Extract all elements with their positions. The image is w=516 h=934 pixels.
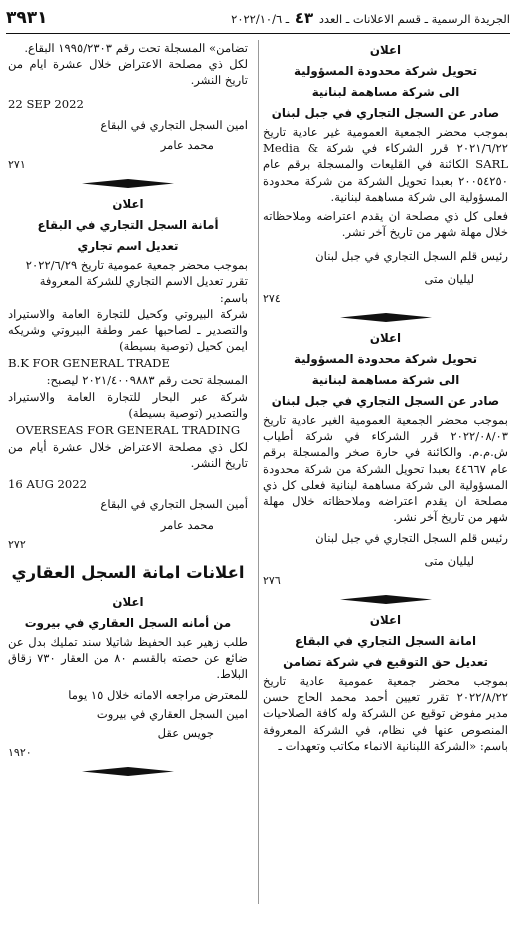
notice-body-2: للمعترض مراجعه الامانه خلال ١٥ يوما xyxy=(68,687,248,702)
header-text xyxy=(231,9,510,27)
english-name-old: B.K FOR GENERAL TRADE xyxy=(8,356,170,371)
separator-icon xyxy=(82,767,174,776)
notice-subtitle: الى شركة مساهمة لبنانية xyxy=(311,85,460,99)
signature-title: امين السجل العقاري في بيروت xyxy=(96,706,248,721)
notice-number: ٢٧٤ xyxy=(263,291,281,305)
signature-name: محمد عامر xyxy=(160,517,214,532)
notice-title: من أمانه السجل العقاري في بيروت xyxy=(24,616,232,631)
page-header xyxy=(6,6,510,30)
notice-para-5: شركة عبر البحار للتجارة العامة والاستيراد والتصدير (توصية بسيطة) xyxy=(8,389,248,420)
notice-issuer: صادر عن السجل التجاري في جبل لبنان xyxy=(271,106,500,120)
notice-number: ١٩٢٠ xyxy=(8,746,32,760)
notice-para-3: شركة البيروتي وكحيل للتجارة العامة والاستيراد والتصدير ـ لصاحبها عمر وطفة البيروتي وشريكه ايمن كحيل (توصية بسيطة) xyxy=(8,306,248,354)
english-name-new: OVERSEAS FOR GENERAL TRADING xyxy=(15,423,241,438)
notice-label: اعلان xyxy=(369,43,402,57)
notice-body: بموجب محضر الجمعية العمومية الغير عادية تاريخ ٢٠٢٢/٠٨/٠٣ قرر الشركاء في شركة أطياب ش.م.م. والكائنة في حارة صخر والمسجلة برقم عام ٤٤٦٦٧ بعبدا تحويل الشركة من شركة محدودة المسؤولية الى شركة مساهمة لبنانية فعلى كل ذي مصلحة ان يقدم اعتراضه وملاحظاته خلال مهلة شهر من تاريخ آخر نشر. xyxy=(263,413,508,525)
gazette-title: الجريدة الرسمية ـ قسم الاعلانات ـ العدد xyxy=(318,12,510,26)
issue-number: ٤٣ xyxy=(294,9,314,27)
signature-title: امين السجل التجاري في البقاع xyxy=(100,117,248,132)
notice-title: أمانة السجل التجاري في البقاع xyxy=(37,218,219,233)
notice-label: اعلان xyxy=(369,613,402,628)
separator-icon xyxy=(340,313,432,322)
column-divider xyxy=(258,40,259,904)
notice-272 xyxy=(8,194,248,553)
signature-title: أمين السجل التجاري في البقاع xyxy=(100,497,248,512)
notice-276 xyxy=(263,328,508,604)
issue-date: ـ ٢٠٢٢/١٠/٦ xyxy=(231,12,290,26)
signature-name: محمد عامر xyxy=(160,137,214,152)
notice-number: ٢٧٢ xyxy=(8,537,26,551)
section-title: اعلانات امانة السجل العقاري xyxy=(11,563,245,583)
notice-date: 16 AUG 2022 xyxy=(8,477,88,492)
notice-title: تحويل شركة محدودة المسؤولية xyxy=(293,352,478,367)
left-column xyxy=(8,40,248,782)
notice-body: طلب زهير عبد الحفيظ شاتيلا سند تمليك بدل عن ضائع عن حصته بالقسم ٨٠ من العقار ٧٣٠ زقاق البلاط. xyxy=(8,635,248,682)
notice-number: ٢٧١ xyxy=(8,158,26,172)
notice-1920 xyxy=(8,592,248,776)
notice-title: امانة السجل التجاري في البقاع xyxy=(294,634,477,649)
notice-body-2: لكل ذي مصلحة الاعتراض خلال عشرة ايام من تاريخ النشر. xyxy=(8,57,248,88)
notice-subtitle: تعديل اسم تجاري xyxy=(77,239,179,254)
notice-title: تحويل شركة محدودة المسؤولية xyxy=(293,64,478,78)
notice-subtitle: تعديل حق التوقيع في شركة تضامن xyxy=(283,655,488,670)
notice-body: بموجب محضر الجمعية العمومية غير عادية تاريخ ٢٠٢١/٦/٢٢ قرر الشركاء في شركة Media & SARL الكائنة في القليعات والمسجلة برقم عام ٢٠٠٥٤٢٥٠ بعبدا تحويل الشركة من شركة محدودة المسؤولية الى شركة مساهمة لبنانية. xyxy=(263,125,509,204)
header-rule xyxy=(6,33,510,34)
notice-subtitle: الى شركة مساهمة لبنانية xyxy=(311,373,460,388)
notice-para-1: بموجب محضر جمعية عمومية تاريخ ٢٠٢٢/٦/٢٩ xyxy=(25,258,248,273)
notice-number: ٢٧٦ xyxy=(263,573,281,587)
notice-271 xyxy=(8,40,248,188)
notice-label: اعلان xyxy=(112,595,144,610)
notice-body-2: فعلى كل ذي مصلحة ان يقدم اعتراضه وملاحظاته خلال مهلة شهر من تاريخ آخر نشر. xyxy=(263,209,508,240)
notice-date: 22 SEP 2022 xyxy=(8,96,84,111)
notice-label: اعلان xyxy=(112,197,144,212)
notice-tadamon xyxy=(263,610,508,754)
notice-body: تضامن» المسجلة تحت رقم ١٩٩٥/٢٣٠٣ البقاع. xyxy=(24,41,248,55)
page-number: ٣٩٣١ xyxy=(6,8,48,28)
notice-body: بموجب محضر جمعية عمومية عادية تاريخ ٢٠٢٢/٨/٢٢ تقرر تعيين أحمد محمد الحاج حسن مدير مفوض توقيع عن الشركة وله كافة الصلاحيات المنصوص عنها في نظام، في الشركة المعروفة باسم: «الشركة اللبنانية الانماء مكاتب وتعهدات ـ xyxy=(263,674,508,753)
signature-name: ليليان متى xyxy=(424,553,474,568)
notice-label: اعلان xyxy=(369,331,402,346)
notice-issuer: صادر عن السجل التجاري في جبل لبنان xyxy=(271,394,500,409)
right-column xyxy=(263,40,508,754)
signature-title: رئيس قلم السجل التجاري في جبل لبنان xyxy=(315,531,508,546)
signature-name: ليليان متى xyxy=(424,271,474,286)
notice-para-2: تقرر تعديل الاسم التجاري للشركة المعروفة باسم: xyxy=(39,274,248,305)
separator-icon xyxy=(82,179,174,188)
notice-para-4: المسجلة تحت رقم ٢٠٢١/٤٠٠٩٨٨٣ ليصبح: xyxy=(46,373,248,388)
separator-icon xyxy=(340,595,432,604)
notice-para-6: لكل ذي مصلحة الاعتراض خلال عشرة أيام من تاريخ النشر. xyxy=(8,440,248,471)
signature-name: جويس عقل xyxy=(157,726,214,741)
notice-274 xyxy=(263,40,508,322)
signature-title: رئيس قلم السجل التجاري في جبل لبنان xyxy=(315,249,508,264)
